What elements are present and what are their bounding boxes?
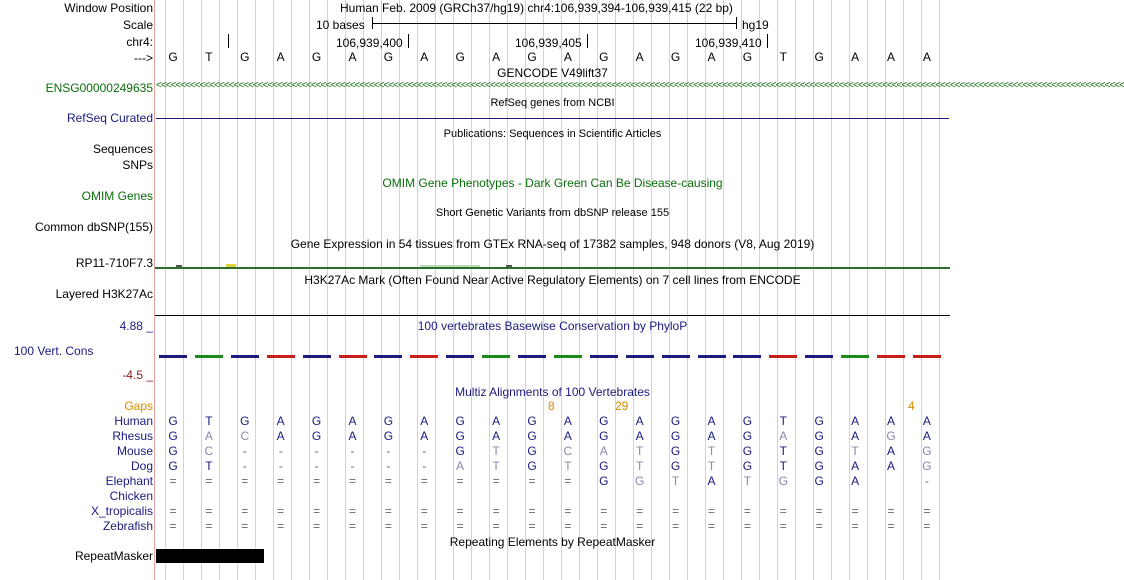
coord-tick [767, 34, 768, 48]
sequence-base: A [492, 50, 501, 64]
sequence-base: G [240, 50, 250, 64]
alignment-base: = [384, 474, 392, 488]
sequence-base: G [383, 50, 394, 64]
alignment-base: T [779, 444, 787, 458]
scale-bar-right [736, 17, 737, 29]
sequence-base: A [886, 50, 895, 64]
alignment-base: G [455, 414, 465, 428]
conservation-mark [913, 355, 941, 358]
alignment-base: = [277, 504, 285, 518]
alignment-base: = [456, 519, 464, 533]
alignment-base: - [242, 444, 247, 458]
sequence-base: T [779, 50, 787, 64]
alignment-base: = [779, 504, 787, 518]
window-position-label[interactable]: Window Position [64, 1, 153, 15]
alignment-base: = [672, 504, 680, 518]
alignment-base: - [422, 459, 427, 473]
alignment-base: = [672, 519, 680, 533]
sequence-base: G [814, 50, 824, 64]
coord-tick [587, 34, 588, 48]
alignment-base: A [563, 429, 572, 443]
alignment-base: = [564, 519, 572, 533]
alignment-base: T [564, 459, 572, 473]
conservation-mark [374, 355, 402, 358]
repeatmasker-label[interactable]: RepeatMasker [74, 549, 153, 563]
conservation-track-title[interactable]: 100 vertebrates Basewise Conservation by PhyloP [417, 319, 688, 333]
species-label[interactable]: Mouse [116, 444, 153, 458]
alignment-base: T [743, 474, 752, 488]
sequence-base: T [205, 50, 213, 64]
alignment-base: G [742, 444, 753, 458]
conservation-mark [267, 355, 295, 358]
alignment-base: A [886, 444, 895, 458]
alignment-base: = [277, 519, 285, 533]
alignment-base: G [599, 429, 609, 443]
multiz-track-title[interactable]: Multiz Alignments of 100 Vertebrates [455, 385, 650, 399]
alignment-base: = [851, 519, 859, 533]
alignment-base: = [923, 504, 931, 518]
gtex-track-title[interactable]: Gene Expression in 54 tissues from GTEx RNA-seq of 17382 samples, 948 donors (V8, Aug 2019) [290, 237, 815, 251]
alignment-base: A [851, 459, 860, 473]
alignment-base: T [636, 444, 644, 458]
alignment-base: G [311, 414, 322, 428]
species-label[interactable]: Rhesus [112, 429, 153, 443]
conservation-max-label: 4.88 _ [119, 319, 153, 333]
conservation-mark [698, 355, 726, 358]
conservation-mark [195, 355, 223, 358]
alignment-base: G [742, 414, 753, 428]
alignment-base: G [455, 444, 465, 458]
gencode-gene-feature[interactable]: <<<<<<<<<<<<<<<<<<<<<<<<<<<<<<<<<<<<<<<<<<<<<<<<<<<<<<<<<<<<<<<<<<<<<<<<<<<<<<<<<<<<<<<<<<<<<<<<<<<<<<<<<<<<<<<<<<<<<<<<<<<<<<<<<<<<<<<<<<<<<<<<<<<<<<<<<<<<<<<<<<<<<<<<<<<<<<<<<<<<<<<<<<<<<<<<<<<<<<<< [156, 80, 1124, 91]
alignment-base: = [348, 519, 356, 533]
publications-track-title[interactable]: Publications: Sequences in Scientific Articles [443, 128, 662, 140]
alignment-base: = [205, 519, 213, 533]
alignment-base: - [350, 459, 355, 473]
alignment-base: A [851, 474, 860, 488]
alignment-base: = [887, 519, 895, 533]
alignment-base: T [671, 474, 680, 488]
alignment-base: = [456, 474, 464, 488]
alignment-base: = [492, 519, 500, 533]
repeatmasker-track-title[interactable]: Repeating Elements by RepeatMasker [449, 535, 656, 549]
omim-track-title[interactable]: OMIM Gene Phenotypes - Dark Green Can Be Disease-causing [382, 176, 723, 190]
alignment-base: - [314, 459, 319, 473]
gap-count: 29 [615, 399, 629, 413]
alignment-base: - [386, 444, 391, 458]
dbsnp-track-title[interactable]: Short Genetic Variants from dbSNP release 155 [435, 207, 670, 219]
sequence-base: A [635, 50, 644, 64]
alignment-base: G [527, 444, 537, 458]
coord-tick-label: 106,939,405 [515, 36, 582, 50]
conservation-mark [662, 355, 690, 358]
scale-assembly: hg19 [742, 18, 769, 32]
alignment-base: G [814, 414, 824, 428]
coord-tick-label: 106,939,410 [695, 36, 762, 50]
dbsnp-label[interactable]: Common dbSNP(155) [34, 220, 153, 234]
coord-tick [228, 34, 229, 48]
species-label[interactable]: Dog [130, 459, 153, 473]
alignment-base: G [742, 429, 753, 443]
alignment-base: G [383, 429, 394, 443]
alignment-base: G [670, 459, 681, 473]
species-label[interactable]: Human [114, 414, 153, 428]
sequence-base: G [599, 50, 609, 64]
alignment-base: = [420, 519, 428, 533]
sequence-base: A [420, 50, 429, 64]
alignment-base: = [600, 504, 608, 518]
alignment-base: = [528, 474, 536, 488]
alignment-base: G [599, 474, 609, 488]
alignment-base: = [313, 504, 321, 518]
alignment-base: G [599, 459, 609, 473]
alignment-base: G [670, 444, 681, 458]
alignment-base: T [707, 459, 716, 473]
alignment-base: A [635, 429, 644, 443]
alignment-base: = [851, 504, 859, 518]
conservation-mark [841, 355, 869, 358]
alignment-base: G [311, 429, 322, 443]
gtex-gene-label[interactable]: RP11-710F7.3 [75, 256, 153, 270]
alignment-base: G [670, 429, 681, 443]
alignment-base: G [168, 429, 178, 443]
alignment-base: = [600, 519, 608, 533]
conservation-mark [231, 355, 259, 358]
alignment-base: - [278, 459, 283, 473]
alignment-base: A [420, 429, 429, 443]
alignment-base: G [168, 414, 178, 428]
alignment-base: G [635, 474, 645, 488]
alignment-base: A [456, 459, 465, 473]
alignment-base: = [887, 504, 895, 518]
alignment-base: = [564, 504, 572, 518]
alignment-base: - [386, 459, 391, 473]
refseq-gene-line[interactable] [156, 118, 949, 119]
h3k27ac-label[interactable]: Layered H3K27Ac [55, 287, 153, 301]
sequence-base: A [563, 50, 572, 64]
alignment-base: = [313, 519, 321, 533]
alignment-base: T [636, 459, 644, 473]
sequence-base: G [742, 50, 753, 64]
alignment-base: A [851, 414, 860, 428]
window-position-value: Human Feb. 2009 (GRCh37/hg19) chr4:106,939,394-106,939,415 (22 bp) [340, 1, 733, 15]
conservation-mark [769, 355, 797, 358]
sequence-base: A [922, 50, 931, 64]
alignment-base: = [707, 519, 715, 533]
conservation-label[interactable]: 100 Vert. Cons [14, 344, 94, 358]
alignment-base: - [242, 459, 247, 473]
alignment-base: G [814, 474, 824, 488]
conservation-mark [410, 355, 438, 358]
sequence-base: G [527, 50, 537, 64]
scale-text: 10 bases [316, 18, 365, 32]
conservation-graph[interactable] [155, 345, 950, 385]
alignment-base: G [922, 444, 932, 458]
omim-label[interactable]: OMIM Genes [81, 189, 153, 203]
h3k27ac-baseline [155, 315, 950, 316]
alignment-base: G [168, 444, 178, 458]
alignment-base: A [348, 429, 357, 443]
alignment-base: - [924, 474, 929, 488]
sequence-base: A [276, 50, 285, 64]
alignment-base: = [528, 504, 536, 518]
species-label[interactable]: Zebrafish [102, 519, 153, 533]
alignment-base: = [456, 504, 464, 518]
alignment-base: G [922, 459, 932, 473]
alignment-base: = [815, 504, 823, 518]
alignment-base: = [492, 474, 500, 488]
conservation-mark [733, 355, 761, 358]
sequence-base: A [851, 50, 860, 64]
alignment-base: A [276, 429, 285, 443]
alignment-base: - [314, 444, 319, 458]
alignment-base: G [599, 414, 609, 428]
alignment-base: G [455, 429, 465, 443]
alignment-base: G [240, 414, 250, 428]
alignment-base: = [384, 519, 392, 533]
alignment-base: - [278, 444, 283, 458]
alignment-base: = [420, 504, 428, 518]
alignment-base: = [815, 519, 823, 533]
alignment-base: A [851, 429, 860, 443]
alignment-base: A [779, 429, 788, 443]
conservation-mark [877, 355, 905, 358]
alignment-base: = [923, 519, 931, 533]
alignment-base: G [742, 459, 753, 473]
conservation-mark [590, 355, 618, 358]
alignment-base: A [707, 414, 716, 428]
conservation-mark [159, 355, 187, 358]
alignment-base: = [205, 474, 213, 488]
alignment-base: = [779, 519, 787, 533]
alignment-base: A [204, 429, 213, 443]
gencode-track-title[interactable]: GENCODE V49lift37 [497, 66, 608, 80]
alignment-base: A [492, 414, 501, 428]
sequence-base: G [670, 50, 681, 64]
conservation-mark [554, 355, 582, 358]
sequences-label[interactable]: Sequences [92, 142, 153, 156]
scale-label[interactable]: Scale [122, 18, 153, 32]
alignment-base: T [205, 414, 213, 428]
conservation-mark [626, 355, 654, 358]
alignment-base: T [707, 444, 716, 458]
coord-tick-label: 106,939,400 [336, 36, 403, 50]
gap-count: 4 [908, 399, 915, 413]
coord-tick [408, 34, 409, 48]
alignment-base: = [528, 519, 536, 533]
refseq-label[interactable]: RefSeq Curated [66, 111, 153, 125]
alignment-base: G [814, 444, 824, 458]
alignment-base: C [204, 444, 214, 458]
conservation-mark [518, 355, 546, 358]
alignment-base: G [814, 429, 824, 443]
conservation-mark [805, 355, 833, 358]
alignment-base: = [743, 504, 751, 518]
conservation-min-label: -4.5 _ [122, 368, 153, 382]
alignment-base: A [922, 429, 931, 443]
alignment-base: = [205, 504, 213, 518]
alignment-base: = [169, 519, 177, 533]
alignment-base: A [599, 444, 608, 458]
alignment-base: = [636, 504, 644, 518]
species-label[interactable]: X_tropicalis [90, 504, 153, 518]
alignment-base: G [168, 459, 178, 473]
alignment-base: = [169, 504, 177, 518]
conservation-mark [339, 355, 367, 358]
alignment-base: G [778, 474, 788, 488]
alignment-base: = [384, 504, 392, 518]
alignment-base: A [420, 414, 429, 428]
alignment-base: A [492, 429, 501, 443]
scale-bar [372, 23, 736, 24]
alignment-base: T [779, 459, 787, 473]
alignment-base: = [743, 519, 751, 533]
alignment-base: = [420, 474, 428, 488]
conservation-mark [303, 355, 331, 358]
alignment-base: = [241, 474, 249, 488]
alignment-base: C [563, 444, 573, 458]
sequence-base: G [168, 50, 178, 64]
alignment-base: T [492, 459, 500, 473]
species-label[interactable]: Elephant [105, 474, 153, 488]
alignment-base: A [276, 414, 285, 428]
alignment-base: = [492, 504, 500, 518]
sequence-base: A [348, 50, 357, 64]
alignment-base: - [422, 444, 427, 458]
alignment-base: A [922, 414, 931, 428]
alignment-base: A [886, 414, 895, 428]
alignment-base: = [241, 519, 249, 533]
alignment-base: = [169, 474, 177, 488]
snps-label[interactable]: SNPs [122, 158, 153, 172]
alignment-base: = [348, 504, 356, 518]
gaps-label[interactable]: Gaps [124, 399, 153, 413]
repeat-element[interactable] [156, 549, 264, 563]
gtex-track-line [155, 267, 950, 269]
chrom-label[interactable]: chr4: [126, 35, 153, 49]
alignment-base: G [670, 414, 681, 428]
alignment-base: C [240, 429, 250, 443]
alignment-base: G [527, 429, 537, 443]
alignment-base: G [814, 459, 824, 473]
alignment-base: A [886, 459, 895, 473]
alignment-base: A [707, 474, 716, 488]
alignment-base: - [350, 444, 355, 458]
alignment-base: G [383, 414, 394, 428]
alignment-base: A [707, 429, 716, 443]
alignment-base: = [313, 474, 321, 488]
gencode-gene-label[interactable]: ENSG00000249635 [45, 81, 153, 95]
sequence-base: G [455, 50, 465, 64]
conservation-mark [446, 355, 474, 358]
alignment-base: = [636, 519, 644, 533]
alignment-base: A [563, 414, 572, 428]
alignment-base: = [707, 504, 715, 518]
alignment-base: A [635, 414, 644, 428]
alignment-base: T [851, 444, 859, 458]
gap-count: 8 [548, 399, 555, 413]
alignment-base: T [205, 459, 213, 473]
alignment-base: = [241, 504, 249, 518]
alignment-base: = [564, 474, 572, 488]
alignment-base: G [886, 429, 896, 443]
alignment-base: A [348, 414, 357, 428]
alignment-base: T [492, 444, 500, 458]
alignment-base: G [527, 414, 537, 428]
strand-label: ---> [134, 51, 153, 65]
h3k27ac-track-title[interactable]: H3K27Ac Mark (Often Found Near Active Regulatory Elements) on 7 cell lines from ENCODE [304, 273, 801, 287]
alignment-base: = [277, 474, 285, 488]
species-label[interactable]: Chicken [109, 489, 153, 503]
conservation-mark [482, 355, 510, 358]
sequence-base: A [707, 50, 716, 64]
alignment-base: = [348, 474, 356, 488]
sequence-base: G [311, 50, 322, 64]
refseq-track-title[interactable]: RefSeq genes from NCBI [490, 97, 615, 109]
alignment-base: G [527, 459, 537, 473]
alignment-base: T [779, 414, 787, 428]
